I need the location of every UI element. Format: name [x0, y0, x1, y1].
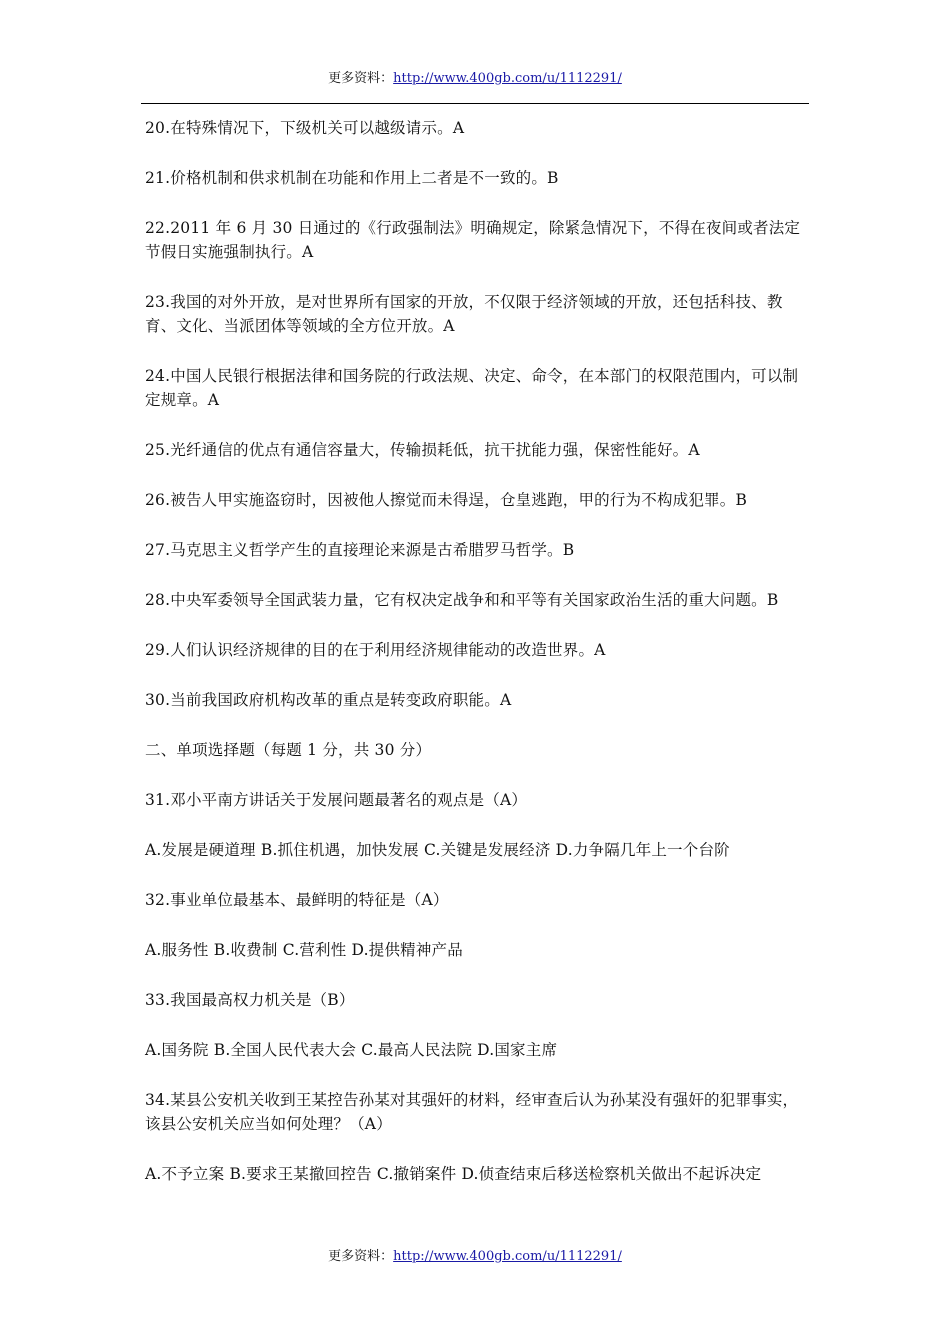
question-20: 20.在特殊情况下，下级机关可以越级请示。A	[145, 119, 465, 137]
question-33: 33.我国最高权力机关是（B）	[145, 991, 355, 1009]
question-34: 34.某县公安机关收到王某控告孙某对其强奸的材料，经审查后认为孙某没有强奸的犯罪事实，该县公安机关应当如何处理？（A）	[145, 1091, 799, 1133]
question-33-options: A.国务院 B.全国人民代表大会 C.最高人民法院 D.国家主席	[145, 1041, 558, 1059]
section-heading: 二、单项选择题（每题 1 分，共 30 分）	[145, 741, 432, 759]
question-24: 24.中国人民银行根据法律和国务院的行政法规、决定、命令，在本部门的权限范围内，可以制定规章。A	[145, 367, 799, 409]
question-29: 29.人们认识经济规律的目的在于利用经济规律能动的改造世界。A	[145, 641, 606, 659]
question-32: 32.事业单位最基本、最鲜明的特征是（A）	[145, 891, 449, 909]
question-22: 22.2011 年 6 月 30 日通过的《行政强制法》明确规定，除紧急情况下，不得在夜间或者法定节假日实施强制执行。A	[145, 219, 801, 261]
footer-link[interactable]: http://www.400gb.com/u/1112291/	[393, 1249, 622, 1264]
question-34-options: A.不予立案 B.要求王某撤回控告 C.撤销案件 D.侦查结束后移送检察机关做出不起诉决定	[145, 1165, 762, 1183]
header-divider	[141, 103, 809, 104]
question-25: 25.光纤通信的优点有通信容量大，传输损耗低，抗干扰能力强，保密性能好。A	[145, 441, 700, 459]
document-body	[145, 116, 809, 1212]
header-link[interactable]: http://www.400gb.com/u/1112291/	[393, 71, 622, 86]
page-header	[0, 71, 950, 87]
question-31: 31.邓小平南方讲话关于发展问题最著名的观点是（A）	[145, 791, 528, 809]
question-27: 27.马克思主义哲学产生的直接理论来源是古希腊罗马哲学。B	[145, 541, 575, 559]
question-26: 26.被告人甲实施盗窃时，因被他人擦觉而未得逞，仓皇逃跑，甲的行为不构成犯罪。B	[145, 491, 748, 509]
question-31-options: A.发展是硬道理 B.抓住机遇，加快发展 C.关键是发展经济 D.力争隔几年上一个台阶	[145, 841, 730, 859]
page-footer	[0, 1249, 950, 1265]
question-21: 21.价格机制和供求机制在功能和作用上二者是不一致的。B	[145, 169, 559, 187]
question-32-options: A.服务性 B.收费制 C.营利性 D.提供精神产品	[145, 941, 463, 959]
question-28: 28.中央军委领导全国武装力量，它有权决定战争和和平等有关国家政治生活的重大问题。B	[145, 591, 779, 609]
header-label: 更多资料：	[328, 71, 394, 86]
question-23: 23.我国的对外开放，是对世界所有国家的开放，不仅限于经济领域的开放，还包括科技、教育、文化、当派团体等领域的全方位开放。A	[145, 293, 783, 335]
footer-label: 更多资料：	[328, 1249, 394, 1264]
question-30: 30.当前我国政府机构改革的重点是转变政府职能。A	[145, 691, 512, 709]
